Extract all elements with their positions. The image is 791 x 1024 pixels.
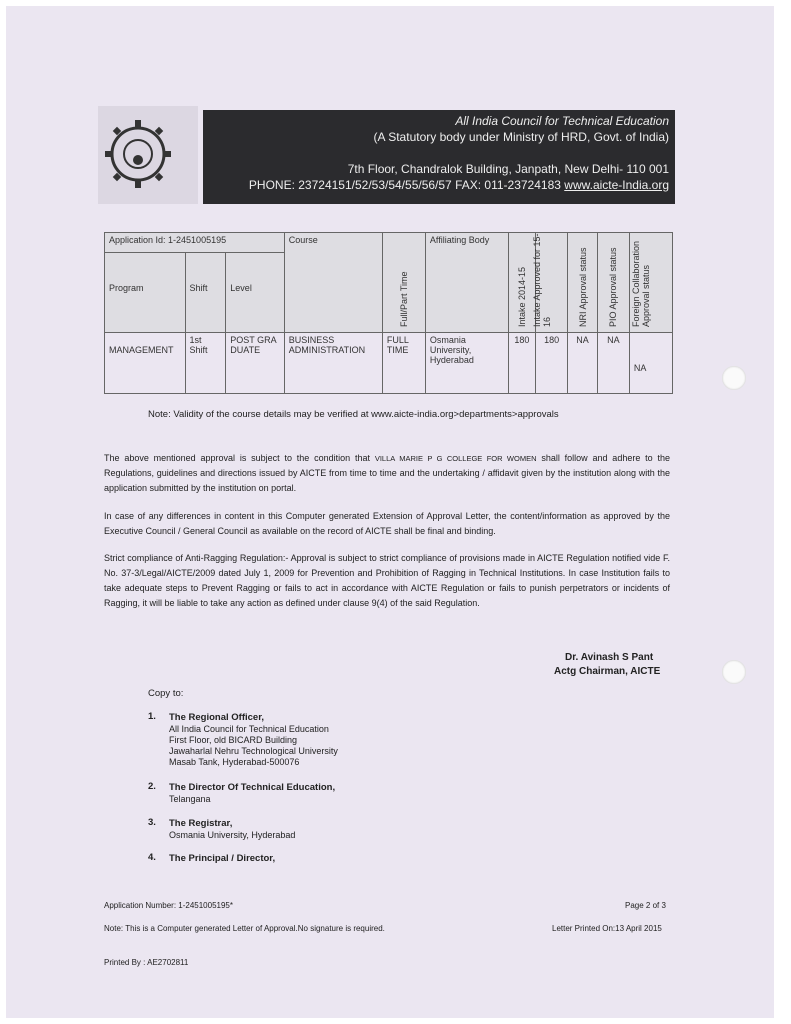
differences-paragraph: In case of any differences in content in this Computer generated Extension of Approval Letter, the content/information as approved by the Executive Council / General Council as available on the record of AICTE shall be final and binding. <box>104 511 670 536</box>
col-shift: Shift <box>185 253 226 333</box>
college-name: VILLA MARIE P G COLLEGE FOR WOMEN <box>374 454 537 463</box>
cell-shift: 1st Shift <box>185 333 226 394</box>
copy-number: 3. <box>148 817 156 828</box>
page-number: Page 2 of 3 <box>625 901 666 910</box>
council-contact <box>203 177 669 193</box>
col-pio-status: PIO Approval status <box>597 233 629 333</box>
cell-intake-2014-15: 180 <box>508 333 536 394</box>
council-subtitle: (A Statutory body under Ministry of HRD, Govt. of India) <box>373 130 669 144</box>
council-address: 7th Floor, Chandralok Building, Janpath, New Delhi- 110 001 <box>347 162 669 176</box>
cell-affiliating-body: Osmania University, Hyderabad <box>425 333 508 394</box>
signatory-name: Dr. Avinash S Pant <box>565 652 654 663</box>
copy-recipient: The Director Of Technical Education, Telangana <box>169 782 336 804</box>
col-full-part-time: Full/Part Time <box>382 233 425 333</box>
cell-foreign-collab: NA <box>629 333 672 394</box>
council-name: All India Council for Technical Education <box>455 114 669 128</box>
signatory-title: Actg Chairman, AICTE <box>554 666 661 677</box>
copy-recipient: The Regional Officer, All India Council for Technical Education First Floor, old BICARD Building Jawaharlal Nehru Technological University Masab Tank, Hyderabad-500076 <box>169 712 338 767</box>
phone-fax: PHONE: 23724151/52/53/54/55/56/57 FAX: 011-23724183 <box>248 178 561 192</box>
col-level: Level <box>226 253 284 333</box>
col-intake-2014-15: Intake 2014-15 <box>508 233 536 333</box>
col-intake-15-16: Intake Approved for 15-16 <box>536 233 568 333</box>
printed-on-date: Letter Printed On:13 April 2015 <box>552 924 662 933</box>
cell-pio-status: NA <box>597 333 629 394</box>
aicte-emblem-icon <box>102 108 192 200</box>
cell-intake-15-16: 180 <box>536 333 568 394</box>
cell-nri-status: NA <box>568 333 598 394</box>
col-course: Course <box>284 233 382 333</box>
printed-by: Printed By : AE2702811 <box>104 958 189 967</box>
approval-table <box>104 232 673 394</box>
col-program: Program <box>105 253 186 333</box>
approval-condition-paragraph: The above mentioned approval is subject to the condition that VILLA MARIE P G COLLEGE FOR WOMEN shall follow and adhere to the Regulations, guidelines and directions issued by AICTE from time to time and the undertaking / affidavit given by the institution along with the application submitted by the institution on portal. <box>104 453 670 493</box>
col-nri-status: NRI Approval status <box>568 233 598 333</box>
cell-program: MANAGEMENT <box>105 333 186 394</box>
anti-ragging-paragraph: Strict compliance of Anti-Ragging Regulation:- Approval is subject to strict compliance of provisions made in AICTE Regulation notified vide F. No. 37-3/Legal/AICTE/2009 dated July 1, 2009 for Prevention and Prohibition of Ragging in Technical Institutions. In case Institution fails to take adequate steps to Prevent Ragging or fails to act in accordance with AICTE Regulation or fails to punish perpetrators or incidents of Ragging, it will be liable to take any action as defined under clause 9(4) of the said Regulation. <box>104 553 670 608</box>
col-affiliating-body: Affiliating Body <box>425 233 508 333</box>
cell-full-part-time: FULL TIME <box>382 333 425 394</box>
computer-generated-note: Note: This is a Computer generated Letter of Approval.No signature is required. <box>104 924 385 933</box>
copy-number: 2. <box>148 781 156 792</box>
punch-hole <box>722 366 746 390</box>
punch-hole <box>722 660 746 684</box>
application-number: Application Number: 1-2451005195* <box>104 901 233 910</box>
cell-level: POST GRADUATE <box>226 333 284 394</box>
copy-recipient: The Principal / Director, <box>169 853 276 864</box>
copy-recipient: The Registrar, Osmania University, Hyderabad <box>169 818 296 840</box>
col-foreign-collab: Foreign Collaboration Approval status <box>629 233 672 333</box>
website-link[interactable]: www.aicte-India.org <box>564 178 669 192</box>
header-banner <box>203 110 675 204</box>
copy-to-label: Copy to: <box>148 688 184 699</box>
aicte-logo <box>98 106 198 204</box>
validity-note: Note: Validity of the course details may be verified at www.aicte-india.org>departments>approvals <box>148 409 559 420</box>
copy-number: 1. <box>148 711 156 722</box>
cell-course: BUSINESS ADMINISTRATION <box>284 333 382 394</box>
application-id: Application Id: 1-2451005195 <box>105 233 285 253</box>
copy-number: 4. <box>148 852 156 863</box>
